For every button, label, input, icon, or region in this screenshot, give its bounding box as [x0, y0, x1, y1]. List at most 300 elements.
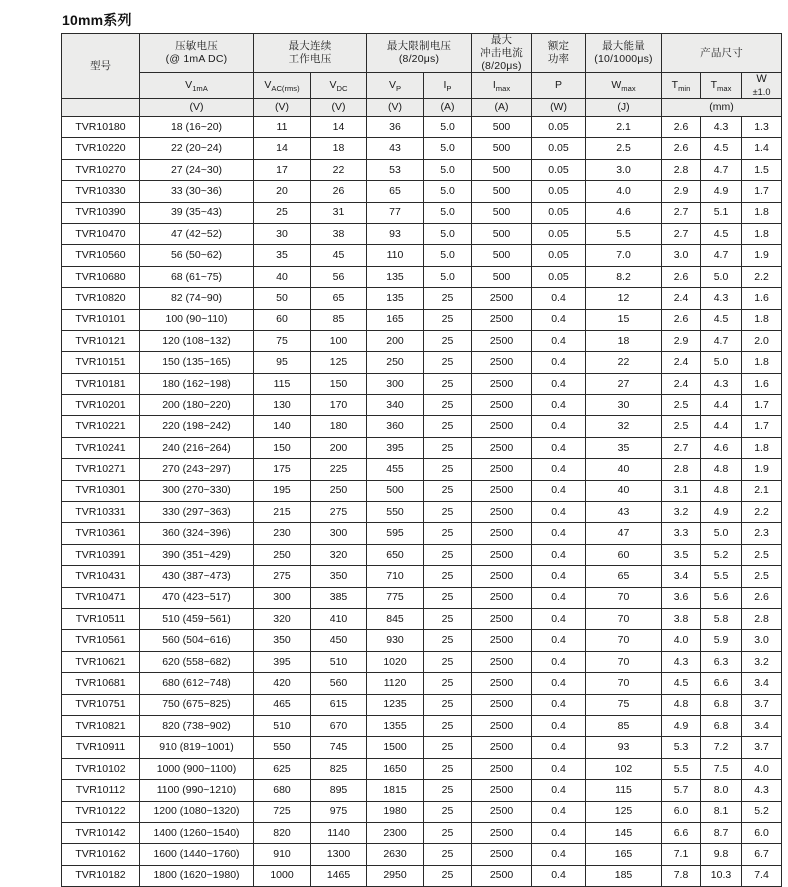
cell-vdc: 560 — [311, 673, 367, 694]
table-header — [62, 34, 782, 117]
cell-wmax: 3.0 — [586, 159, 662, 180]
cell-wmax: 32 — [586, 416, 662, 437]
cell-tmax: 4.6 — [701, 437, 742, 458]
cell-vac: 680 — [254, 780, 311, 801]
cell-wmax: 18 — [586, 330, 662, 351]
header-group-max-continuous-voltage — [254, 34, 367, 73]
cell-wmax: 12 — [586, 288, 662, 309]
cell-vdc: 125 — [311, 352, 367, 373]
cell-vac: 50 — [254, 288, 311, 309]
cell-model: TVR10162 — [62, 844, 140, 865]
header-line-1: 最大限制电压 — [386, 40, 452, 53]
cell-v1ma: 180 (162~198) — [140, 373, 254, 394]
header-line-1: 最大连续 — [288, 40, 332, 53]
cell-imax: 2500 — [472, 737, 532, 758]
cell-w: 1.8 — [742, 223, 782, 244]
cell-imax: 2500 — [472, 758, 532, 779]
cell-w: 1.7 — [742, 181, 782, 202]
cell-imax: 2500 — [472, 288, 532, 309]
cell-vp: 2300 — [367, 822, 424, 843]
cell-vac: 75 — [254, 330, 311, 351]
cell-vac: 17 — [254, 159, 311, 180]
cell-imax: 2500 — [472, 309, 532, 330]
cell-p: 0.05 — [532, 245, 586, 266]
cell-vdc: 150 — [311, 373, 367, 394]
cell-ip: 25 — [424, 780, 472, 801]
cell-model: TVR10101 — [62, 309, 140, 330]
header-unit-imax: (A) — [472, 99, 532, 117]
cell-w: 1.5 — [742, 159, 782, 180]
cell-vp: 110 — [367, 245, 424, 266]
cell-v1ma: 1100 (990~1210) — [140, 780, 254, 801]
cell-tmin: 4.5 — [662, 673, 701, 694]
cell-model: TVR10270 — [62, 159, 140, 180]
cell-ip: 25 — [424, 309, 472, 330]
cell-model: TVR10182 — [62, 865, 140, 886]
cell-tmin: 7.1 — [662, 844, 701, 865]
cell-vac: 725 — [254, 801, 311, 822]
cell-wmax: 145 — [586, 822, 662, 843]
cell-imax: 2500 — [472, 352, 532, 373]
header-symbol-tmin — [662, 73, 701, 99]
cell-ip: 5.0 — [424, 138, 472, 159]
table-row — [62, 416, 782, 437]
cell-tmax: 5.9 — [701, 630, 742, 651]
cell-ip: 25 — [424, 651, 472, 672]
cell-w: 4.0 — [742, 758, 782, 779]
cell-ip: 25 — [424, 502, 472, 523]
cell-vp: 360 — [367, 416, 424, 437]
header-symbol-vdc — [311, 73, 367, 99]
cell-imax: 2500 — [472, 651, 532, 672]
cell-p: 0.4 — [532, 566, 586, 587]
cell-imax: 2500 — [472, 544, 532, 565]
cell-p: 0.4 — [532, 587, 586, 608]
cell-v1ma: 620 (558~682) — [140, 651, 254, 672]
cell-ip: 25 — [424, 801, 472, 822]
cell-vdc: 65 — [311, 288, 367, 309]
cell-tmin: 3.2 — [662, 502, 701, 523]
cell-model: TVR10911 — [62, 737, 140, 758]
cell-model: TVR10681 — [62, 673, 140, 694]
cell-tmax: 4.7 — [701, 159, 742, 180]
cell-tmin: 3.1 — [662, 480, 701, 501]
cell-vdc: 450 — [311, 630, 367, 651]
cell-vp: 1815 — [367, 780, 424, 801]
cell-vp: 1235 — [367, 694, 424, 715]
header-unit-v1ma: (V) — [140, 99, 254, 117]
table-row — [62, 694, 782, 715]
cell-ip: 25 — [424, 673, 472, 694]
cell-vdc: 250 — [311, 480, 367, 501]
cell-tmin: 2.6 — [662, 309, 701, 330]
cell-w: 1.8 — [742, 437, 782, 458]
cell-vp: 595 — [367, 523, 424, 544]
cell-vdc: 385 — [311, 587, 367, 608]
cell-tmin: 4.8 — [662, 694, 701, 715]
cell-vp: 845 — [367, 609, 424, 630]
cell-imax: 500 — [472, 181, 532, 202]
cell-imax: 2500 — [472, 673, 532, 694]
cell-tmax: 5.5 — [701, 566, 742, 587]
cell-tmin: 3.8 — [662, 609, 701, 630]
cell-tmax: 4.8 — [701, 459, 742, 480]
cell-w: 1.7 — [742, 395, 782, 416]
cell-imax: 500 — [472, 223, 532, 244]
cell-tmax: 4.3 — [701, 288, 742, 309]
cell-model: TVR10391 — [62, 544, 140, 565]
cell-model: TVR10471 — [62, 587, 140, 608]
cell-w: 1.9 — [742, 245, 782, 266]
cell-model: TVR10112 — [62, 780, 140, 801]
cell-vdc: 200 — [311, 437, 367, 458]
cell-vdc: 1300 — [311, 844, 367, 865]
cell-vac: 250 — [254, 544, 311, 565]
cell-vp: 710 — [367, 566, 424, 587]
table-body — [62, 117, 782, 887]
header-line-3: (8/20μs) — [481, 59, 522, 72]
cell-tmax: 4.7 — [701, 245, 742, 266]
cell-p: 0.05 — [532, 266, 586, 287]
cell-v1ma: 1200 (1080~1320) — [140, 801, 254, 822]
table-row — [62, 138, 782, 159]
cell-w: 3.7 — [742, 737, 782, 758]
symbol-base: V — [388, 79, 396, 92]
cell-tmax: 5.0 — [701, 266, 742, 287]
cell-tmax: 4.5 — [701, 309, 742, 330]
cell-tmin: 2.6 — [662, 138, 701, 159]
cell-tmin: 2.9 — [662, 181, 701, 202]
cell-v1ma: 100 (90~110) — [140, 309, 254, 330]
cell-tmax: 8.1 — [701, 801, 742, 822]
table-row — [62, 609, 782, 630]
symbol-sub: min — [678, 83, 691, 93]
cell-wmax: 70 — [586, 673, 662, 694]
header-row-chinese — [62, 34, 782, 73]
cell-wmax: 22 — [586, 352, 662, 373]
table-row — [62, 673, 782, 694]
table-row — [62, 117, 782, 138]
cell-wmax: 65 — [586, 566, 662, 587]
symbol-base: I — [492, 79, 496, 92]
cell-vac: 215 — [254, 502, 311, 523]
cell-vp: 200 — [367, 330, 424, 351]
cell-p: 0.05 — [532, 117, 586, 138]
cell-v1ma: 300 (270~330) — [140, 480, 254, 501]
cell-model: TVR10201 — [62, 395, 140, 416]
cell-model: TVR10560 — [62, 245, 140, 266]
cell-ip: 25 — [424, 416, 472, 437]
cell-ip: 25 — [424, 437, 472, 458]
cell-vac: 60 — [254, 309, 311, 330]
cell-tmin: 2.8 — [662, 459, 701, 480]
cell-tmin: 5.5 — [662, 758, 701, 779]
cell-w: 2.6 — [742, 587, 782, 608]
cell-vdc: 410 — [311, 609, 367, 630]
cell-model: TVR10181 — [62, 373, 140, 394]
header-group-max-clamping-voltage — [367, 34, 472, 73]
header-symbol-wmax — [586, 73, 662, 99]
cell-w: 3.0 — [742, 630, 782, 651]
table-row — [62, 437, 782, 458]
cell-vdc: 22 — [311, 159, 367, 180]
cell-w: 1.8 — [742, 309, 782, 330]
cell-tmax: 4.7 — [701, 330, 742, 351]
cell-tmax: 6.8 — [701, 694, 742, 715]
cell-vdc: 745 — [311, 737, 367, 758]
cell-model: TVR10511 — [62, 609, 140, 630]
cell-p: 0.4 — [532, 288, 586, 309]
cell-vac: 175 — [254, 459, 311, 480]
cell-tmin: 5.3 — [662, 737, 701, 758]
cell-tmax: 5.2 — [701, 544, 742, 565]
cell-v1ma: 220 (198~242) — [140, 416, 254, 437]
cell-vac: 300 — [254, 587, 311, 608]
cell-wmax: 185 — [586, 865, 662, 886]
cell-v1ma: 330 (297~363) — [140, 502, 254, 523]
cell-v1ma: 510 (459~561) — [140, 609, 254, 630]
cell-tmax: 4.4 — [701, 395, 742, 416]
cell-imax: 2500 — [472, 630, 532, 651]
cell-vp: 93 — [367, 223, 424, 244]
cell-w: 3.7 — [742, 694, 782, 715]
cell-vdc: 1465 — [311, 865, 367, 886]
cell-wmax: 115 — [586, 780, 662, 801]
header-unit-wmax: (J) — [586, 99, 662, 117]
cell-imax: 2500 — [472, 865, 532, 886]
cell-p: 0.4 — [532, 523, 586, 544]
header-group-max-energy — [586, 34, 662, 73]
cell-ip: 5.0 — [424, 266, 472, 287]
header-unit-model — [62, 99, 140, 117]
cell-vdc: 180 — [311, 416, 367, 437]
cell-vdc: 975 — [311, 801, 367, 822]
cell-tmax: 6.8 — [701, 715, 742, 736]
header-line-2: 冲击电流 — [480, 46, 523, 59]
cell-tmax: 7.5 — [701, 758, 742, 779]
header-line-2: 工作电压 — [288, 53, 332, 66]
cell-vac: 14 — [254, 138, 311, 159]
cell-vp: 340 — [367, 395, 424, 416]
cell-tmin: 2.4 — [662, 288, 701, 309]
cell-model: TVR10122 — [62, 801, 140, 822]
cell-tmax: 6.6 — [701, 673, 742, 694]
cell-ip: 5.0 — [424, 159, 472, 180]
cell-tmax: 4.3 — [701, 117, 742, 138]
cell-p: 0.4 — [532, 459, 586, 480]
cell-vp: 1355 — [367, 715, 424, 736]
cell-imax: 2500 — [472, 373, 532, 394]
header-line-2: 功率 — [547, 53, 570, 66]
table-row — [62, 159, 782, 180]
cell-v1ma: 27 (24~30) — [140, 159, 254, 180]
cell-p: 0.4 — [532, 352, 586, 373]
cell-tmin: 2.7 — [662, 437, 701, 458]
symbol-sub: DC — [336, 83, 348, 93]
cell-model: TVR10180 — [62, 117, 140, 138]
cell-p: 0.05 — [532, 181, 586, 202]
cell-wmax: 75 — [586, 694, 662, 715]
cell-v1ma: 33 (30~36) — [140, 181, 254, 202]
cell-imax: 2500 — [472, 822, 532, 843]
cell-tmin: 2.6 — [662, 266, 701, 287]
table-row — [62, 245, 782, 266]
cell-vdc: 56 — [311, 266, 367, 287]
cell-imax: 2500 — [472, 566, 532, 587]
cell-v1ma: 82 (74~90) — [140, 288, 254, 309]
cell-p: 0.4 — [532, 609, 586, 630]
cell-model: TVR10621 — [62, 651, 140, 672]
cell-p: 0.4 — [532, 309, 586, 330]
cell-tmin: 3.6 — [662, 587, 701, 608]
cell-wmax: 93 — [586, 737, 662, 758]
cell-vdc: 320 — [311, 544, 367, 565]
header-group-max-surge-current — [472, 34, 532, 73]
cell-v1ma: 820 (738~902) — [140, 715, 254, 736]
cell-vp: 250 — [367, 352, 424, 373]
symbol-base: V — [264, 79, 272, 92]
header-unit-ip: (A) — [424, 99, 472, 117]
table-row — [62, 480, 782, 501]
cell-imax: 2500 — [472, 801, 532, 822]
header-group-breakdown-voltage — [140, 34, 254, 73]
cell-model: TVR10241 — [62, 437, 140, 458]
cell-p: 0.4 — [532, 651, 586, 672]
cell-vac: 130 — [254, 395, 311, 416]
cell-tmax: 4.3 — [701, 373, 742, 394]
cell-ip: 25 — [424, 544, 472, 565]
cell-vdc: 85 — [311, 309, 367, 330]
cell-vp: 77 — [367, 202, 424, 223]
cell-wmax: 4.6 — [586, 202, 662, 223]
cell-v1ma: 240 (216~264) — [140, 437, 254, 458]
cell-w: 1.7 — [742, 416, 782, 437]
cell-vdc: 615 — [311, 694, 367, 715]
cell-tmin: 4.3 — [662, 651, 701, 672]
cell-vac: 550 — [254, 737, 311, 758]
cell-vp: 1980 — [367, 801, 424, 822]
cell-p: 0.05 — [532, 138, 586, 159]
header-line-1: 最大 — [490, 34, 513, 46]
header-unit-vp: (V) — [367, 99, 424, 117]
cell-vac: 195 — [254, 480, 311, 501]
symbol-base: W — [611, 79, 622, 92]
cell-vp: 775 — [367, 587, 424, 608]
table-row — [62, 566, 782, 587]
cell-vp: 1650 — [367, 758, 424, 779]
cell-tmin: 7.8 — [662, 865, 701, 886]
cell-vp: 300 — [367, 373, 424, 394]
cell-ip: 25 — [424, 288, 472, 309]
table-row — [62, 630, 782, 651]
header-line-1: 最大能量 — [602, 40, 645, 53]
cell-p: 0.4 — [532, 437, 586, 458]
cell-tmin: 5.7 — [662, 780, 701, 801]
cell-p: 0.4 — [532, 673, 586, 694]
cell-tmax: 4.4 — [701, 416, 742, 437]
cell-model: TVR10331 — [62, 502, 140, 523]
cell-vdc: 670 — [311, 715, 367, 736]
cell-w: 1.3 — [742, 117, 782, 138]
cell-ip: 25 — [424, 758, 472, 779]
cell-v1ma: 56 (50~62) — [140, 245, 254, 266]
cell-vp: 65 — [367, 181, 424, 202]
cell-model: TVR10390 — [62, 202, 140, 223]
table-row — [62, 865, 782, 886]
cell-tmin: 3.3 — [662, 523, 701, 544]
cell-wmax: 165 — [586, 844, 662, 865]
cell-tmin: 6.0 — [662, 801, 701, 822]
cell-w: 2.5 — [742, 544, 782, 565]
cell-vac: 465 — [254, 694, 311, 715]
cell-p: 0.4 — [532, 502, 586, 523]
cell-p: 0.4 — [532, 630, 586, 651]
cell-vac: 420 — [254, 673, 311, 694]
header-line-1: 额定 — [547, 40, 570, 53]
cell-model: TVR10220 — [62, 138, 140, 159]
cell-p: 0.4 — [532, 801, 586, 822]
header-row-symbols — [62, 73, 782, 99]
header-unit-dimensions: (mm) — [662, 99, 782, 117]
cell-vdc: 825 — [311, 758, 367, 779]
header-row-units — [62, 99, 782, 117]
cell-w: 1.8 — [742, 352, 782, 373]
cell-tmin: 3.0 — [662, 245, 701, 266]
cell-v1ma: 430 (387~473) — [140, 566, 254, 587]
cell-vac: 40 — [254, 266, 311, 287]
cell-w: 7.4 — [742, 865, 782, 886]
symbol-tolerance: ±1.0 — [752, 86, 771, 97]
header-model: 型号 — [62, 34, 140, 99]
cell-tmax: 8.7 — [701, 822, 742, 843]
cell-vac: 25 — [254, 202, 311, 223]
cell-imax: 2500 — [472, 395, 532, 416]
cell-wmax: 70 — [586, 630, 662, 651]
cell-vp: 1020 — [367, 651, 424, 672]
cell-vac: 320 — [254, 609, 311, 630]
cell-model: TVR10470 — [62, 223, 140, 244]
table-row — [62, 715, 782, 736]
cell-imax: 2500 — [472, 330, 532, 351]
cell-ip: 5.0 — [424, 181, 472, 202]
header-line-1: 产品尺寸 — [700, 46, 743, 59]
header-symbol-vp — [367, 73, 424, 99]
cell-v1ma: 120 (108~132) — [140, 330, 254, 351]
table-row — [62, 844, 782, 865]
cell-wmax: 7.0 — [586, 245, 662, 266]
cell-imax: 2500 — [472, 416, 532, 437]
cell-ip: 5.0 — [424, 202, 472, 223]
cell-p: 0.4 — [532, 822, 586, 843]
cell-v1ma: 390 (351~429) — [140, 544, 254, 565]
symbol-base: P — [555, 79, 563, 92]
cell-w: 3.4 — [742, 673, 782, 694]
header-unit-vac: (V) — [254, 99, 311, 117]
cell-model: TVR10301 — [62, 480, 140, 501]
cell-ip: 25 — [424, 609, 472, 630]
cell-w: 2.0 — [742, 330, 782, 351]
cell-vac: 150 — [254, 437, 311, 458]
cell-ip: 25 — [424, 373, 472, 394]
cell-tmin: 2.6 — [662, 117, 701, 138]
cell-v1ma: 18 (16~20) — [140, 117, 254, 138]
cell-vac: 95 — [254, 352, 311, 373]
cell-model: TVR10271 — [62, 459, 140, 480]
cell-model: TVR10102 — [62, 758, 140, 779]
header-unit-vdc: (V) — [311, 99, 367, 117]
table-row — [62, 395, 782, 416]
cell-wmax: 43 — [586, 502, 662, 523]
